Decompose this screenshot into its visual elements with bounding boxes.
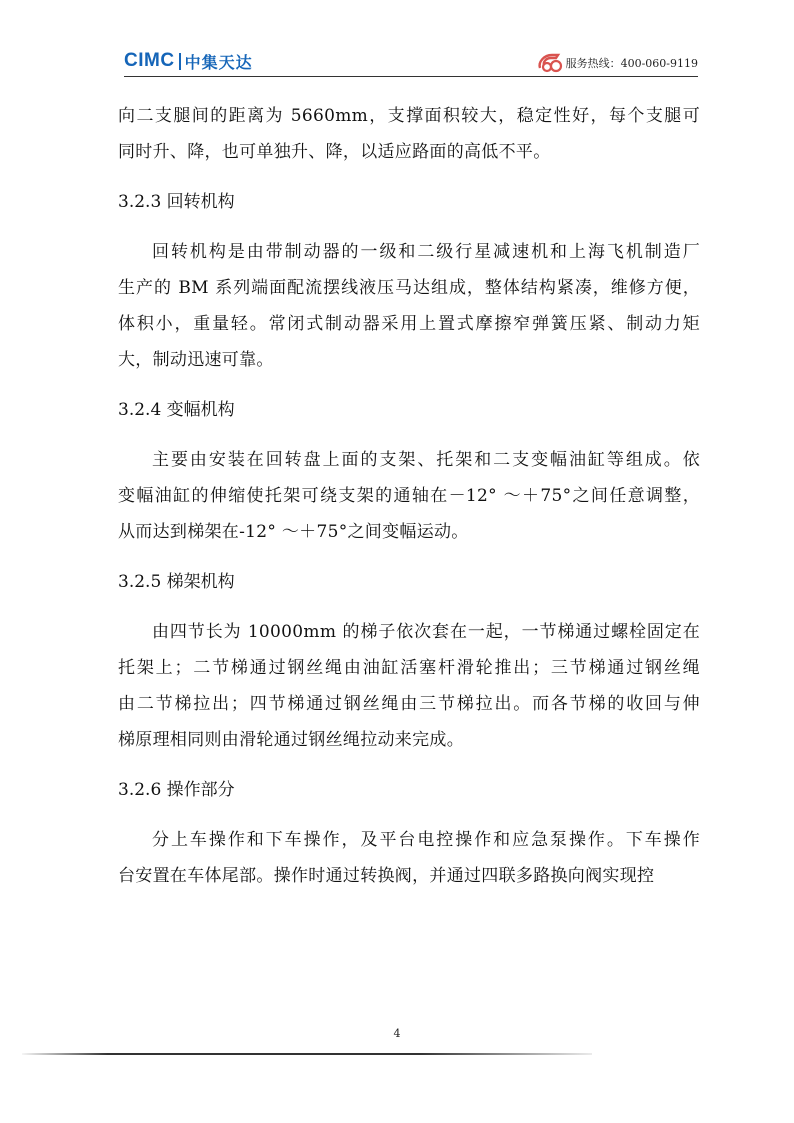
cimc-logo [124, 50, 253, 72]
hotline-text: 服务热线：400-060-9119 [565, 57, 698, 70]
page-header [124, 48, 698, 76]
paragraph-line: 回转机构是由带制动器的一级和二级行星减速机和上海飞机制造厂 [152, 242, 700, 262]
paragraph [118, 98, 700, 170]
paragraph-line: 梯原理相同则由滑轮通过钢丝绳拉动来完成。 [118, 730, 464, 750]
paragraph-line: 台安置在车体尾部。操作时通过转换阀，并通过四联多路换向阀实现控 [118, 866, 655, 886]
service-hotline [536, 52, 698, 74]
paragraph-line: 分上车操作和下车操作，及平台电控操作和应急泵操作。下车操作 [152, 830, 700, 850]
block-gap [118, 170, 700, 184]
section-heading: 3.2.3 回转机构 [118, 192, 235, 212]
paragraph-line: 变幅油缸的伸缩使托架可绕支架的通轴在－12° ～＋75°之间任意调整， [118, 486, 700, 506]
section-heading: 3.2.6 操作部分 [118, 780, 235, 800]
logo-en-text: CIMC [124, 50, 175, 71]
block-gap [118, 378, 700, 392]
block-gap [118, 808, 700, 822]
paragraph [118, 614, 700, 758]
header-rule [124, 76, 698, 77]
paragraph-line: 体积小，重量轻。常闭式制动器采用上置式摩擦窄弹簧压紧、制动力矩 [118, 314, 700, 334]
paragraph-line: 托架上；二节梯通过钢丝绳由油缸活塞杆滑轮推出；三节梯通过钢丝绳 [118, 658, 700, 678]
paragraph-line: 从而达到梯架在-12° ～＋75°之间变幅运动。 [118, 522, 469, 542]
block-gap [118, 428, 700, 442]
paragraph [118, 822, 700, 894]
block-gap [118, 220, 700, 234]
logo-divider [179, 53, 181, 70]
paragraph [118, 234, 700, 378]
paragraph-line: 生产的 BM 系列端面配流摆线液压马达组成，整体结构紧凑，维修方便， [118, 278, 700, 298]
block-gap [118, 550, 700, 564]
paragraph-line: 向二支腿间的距离为 5660mm，支撑面积较大，稳定性好，每个支腿可 [118, 106, 700, 126]
footer-rule [22, 1053, 592, 1055]
paragraph [118, 442, 700, 550]
section-heading: 3.2.4 变幅机构 [118, 400, 235, 420]
document-body [118, 98, 700, 894]
block-gap [118, 600, 700, 614]
logo-cn-text: 中集天达 [184, 52, 253, 72]
paragraph-line: 大，制动迅速可靠。 [118, 350, 274, 370]
paragraph-line: 同时升、降，也可单独升、降，以适应路面的高低不平。 [118, 142, 551, 162]
section-heading: 3.2.5 梯架机构 [118, 572, 235, 592]
anniversary-mark-icon [536, 52, 564, 74]
paragraph-line: 由二节梯拉出；四节梯通过钢丝绳由三节梯拉出。而各节梯的收回与伸 [118, 694, 700, 714]
paragraph-line: 主要由安装在回转盘上面的支架、托架和二支变幅油缸等组成。依 [152, 450, 700, 470]
paragraph-line: 由四节长为 10000mm 的梯子依次套在一起，一节梯通过螺栓固定在 [152, 622, 700, 642]
page-number: 4 [393, 1027, 401, 1040]
block-gap [118, 758, 700, 772]
